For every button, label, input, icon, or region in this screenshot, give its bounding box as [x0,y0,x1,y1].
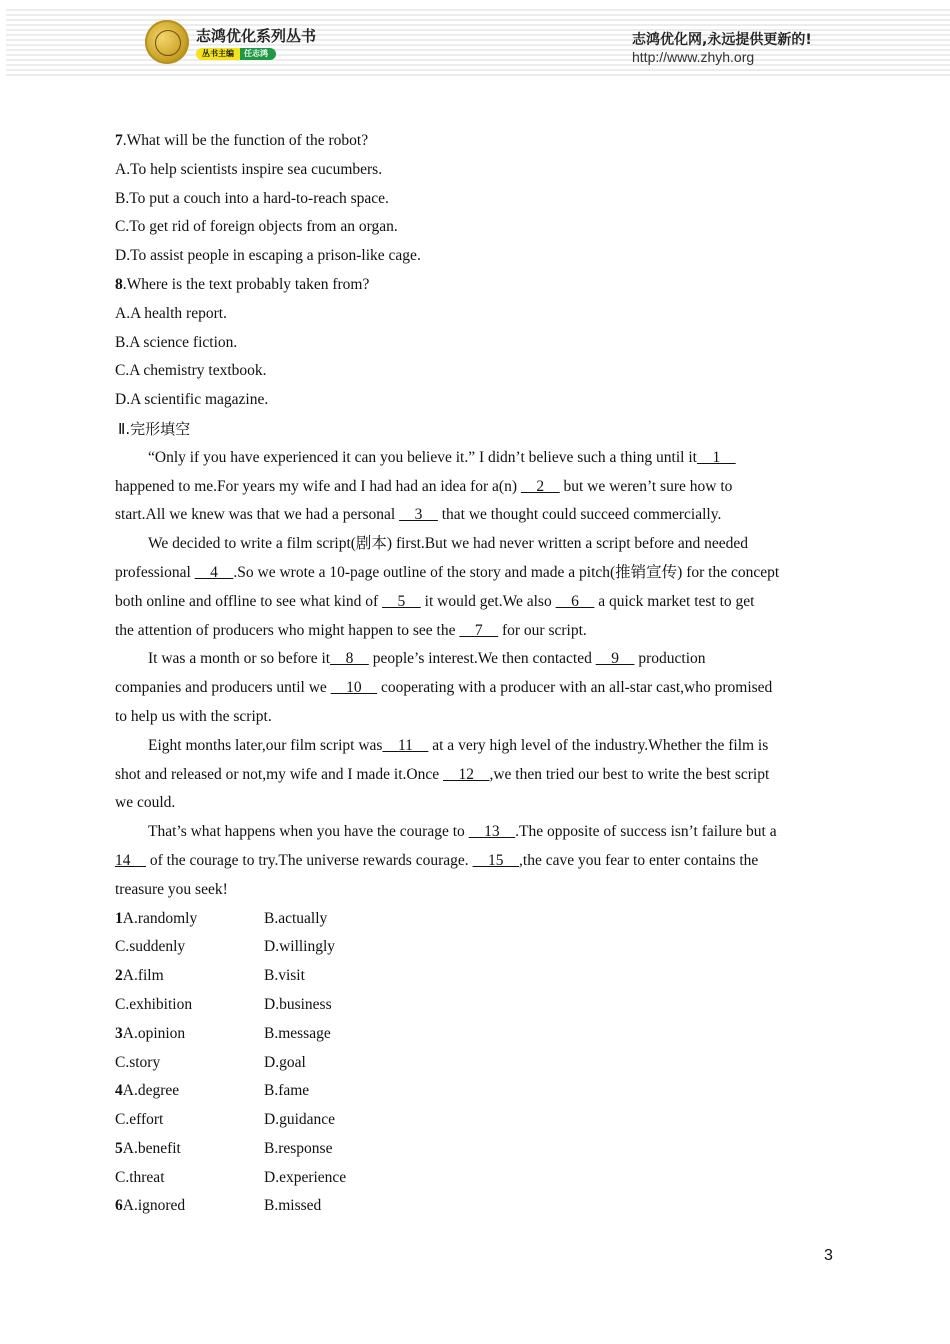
cloze-blank: 14 [115,851,146,869]
passage-text: the attention of producers who might happen to see the [115,621,460,639]
choice-option [115,1106,264,1135]
choice-option: B.fame [264,1082,310,1100]
choice-row [115,1192,835,1221]
cloze-blank: 4 [194,563,234,581]
answer-option: D.A scientific magazine. [115,391,269,409]
choice-text: A.opinion [122,1024,186,1042]
cloze-blank: 6 [555,592,595,610]
answer-option: A.To help scientists inspire sea cucumbers. [115,160,383,178]
passage-line [115,473,835,502]
passage-line [115,588,835,617]
cloze-blank: 13 [468,823,516,841]
choice-option: D.willingly [264,938,336,956]
cloze-blank: 12 [442,765,490,783]
passage-text: for our script. [498,621,587,639]
choice-text: A.film [122,967,164,985]
passage-line [115,444,835,473]
section-title: Ⅱ.完形填空 [118,419,191,438]
question-text: .Where is the text probably taken from? [122,275,370,293]
badge-editor: 任志鸿 [240,48,276,60]
question-number: 7 [115,132,123,149]
choice-row [115,1077,835,1106]
passage-line [115,703,835,732]
header-url[interactable]: http://www.zhyh.org [632,49,755,65]
passage-text: Eight months later,our film script was [148,736,383,754]
question-text: .What will be the function of the robot? [122,132,369,149]
choice-text: A.benefit [122,1139,181,1157]
choice-option [115,1077,264,1106]
passage-line [115,674,835,703]
passage-text: We decided to write a film script(剧本) first.But we had never written a script before and needed [148,535,749,553]
choice-row [115,1049,835,1078]
passage-text: at a very high level of the industry.Whether the film is [428,736,769,754]
passage-text: cooperating with a producer with an all-star cast,who promised [377,679,773,697]
choice-option: D.goal [264,1053,306,1071]
passage-line [115,761,835,790]
cloze-blank: 8 [330,650,369,668]
choice-row [115,1020,835,1049]
passage-text: a quick market test to get [594,592,755,610]
cloze-blank: 3 [399,506,438,524]
cloze-blank: 9 [595,650,635,668]
header-slogan: 志鸿优化网,永远提供更新的! [632,32,812,48]
question-stem [115,271,835,300]
passage-line [115,789,835,818]
choice-option [115,991,264,1020]
choice-number: 6 [115,1197,123,1215]
choice-text: C.suddenly [115,938,186,956]
choice-option [115,1192,264,1221]
choice-option: D.experience [264,1168,347,1186]
passage-text: both online and offline to see what kind of [115,592,383,610]
choice-option: B.missed [264,1197,322,1215]
passage-text: start.All we knew was that we had a personal [115,506,400,524]
cloze-blank: 11 [382,736,429,754]
choice-row [115,991,835,1020]
passage-text: production [634,650,706,668]
choice-option [115,962,264,991]
answer-option: B.A science fiction. [115,333,238,351]
choice-row [115,933,835,962]
cloze-blank: 2 [520,477,560,495]
passage-text: that we thought could succeed commercially. [437,506,722,524]
choice-option: B.message [264,1024,331,1042]
answer-option: B.To put a couch into a hard-to-reach space. [115,189,389,207]
passage-line [115,847,835,876]
passage-text: it would get.We also [420,592,556,610]
cloze-blank: 5 [382,592,421,610]
choice-option [115,1020,264,1049]
passage-text: but we weren’t sure how to [559,477,733,495]
choice-row [115,1164,835,1193]
passage-line [115,530,835,559]
choice-option [115,1135,264,1164]
question-stem [115,127,835,156]
choice-option: B.actually [264,909,328,927]
passage-text: companies and producers until we [115,679,331,697]
passage-text: to help us with the script. [115,707,272,725]
passage-text: .The opposite of success isn’t failure but a [515,823,777,841]
passage-line [115,876,835,905]
passage-line [115,645,835,674]
answer-option: D.To assist people in escaping a prison-like cage. [115,247,421,265]
choice-number: 2 [115,967,123,985]
choice-option: B.visit [264,967,305,985]
passage-text: That’s what happens when you have the courage to [148,823,469,841]
choice-option [115,905,264,934]
choice-option [115,1049,264,1078]
passage-text: “Only if you have experienced it can you believe it.” I didn’t believe such a thing until it [148,448,697,466]
brand-title: 志鸿优化系列丛书 [196,27,317,45]
choice-number: 5 [115,1139,123,1157]
badge-label: 丛书主编 [196,48,240,60]
choice-number: 3 [115,1024,123,1042]
passage-text: treasure you seek! [115,880,228,898]
choice-option: D.guidance [264,1111,336,1129]
choice-number: 4 [115,1082,123,1100]
passage-text: we could. [115,794,176,812]
choice-option: B.response [264,1139,333,1157]
choice-text: C.effort [115,1111,164,1129]
choice-text: C.story [115,1053,161,1071]
choice-row [115,905,835,934]
passage-text: professional [115,563,195,581]
cloze-blank: 10 [330,679,378,697]
choice-row [115,962,835,991]
passage-text: happened to me.For years my wife and I had had an idea for a(n) [115,477,521,495]
answer-option: C.A chemistry textbook. [115,362,267,380]
passage-line [115,617,835,646]
cloze-blank: 1 [696,448,736,466]
logo-seal-icon [145,20,189,64]
choice-number: 1 [115,909,123,927]
answer-option: A.A health report. [115,304,227,322]
passage-line [115,559,835,588]
passage-text: ,the cave you fear to enter contains the [519,851,759,869]
choice-row [115,1135,835,1164]
editor-badge [196,48,276,60]
cloze-blank: 7 [459,621,499,639]
choice-option: D.business [264,995,332,1013]
passage-line [115,732,835,761]
choice-row [115,1106,835,1135]
choice-text: A.randomly [122,909,198,927]
passage-text: of the courage to try.The universe rewards courage. [146,851,473,869]
cloze-blank: 15 [472,851,520,869]
passage-line [115,501,835,530]
answer-option: C.To get rid of foreign objects from an organ. [115,218,398,236]
choice-option [115,1164,264,1193]
page-number: 3 [824,1247,833,1264]
choice-option [115,933,264,962]
question-number: 8 [115,275,123,293]
passage-text: people’s interest.We then contacted [368,650,596,668]
passage-text: .So we wrote a 10-page outline of the story and made a pitch(推销宣传) for the concept [233,563,780,581]
choice-text: C.threat [115,1168,165,1186]
passage-text: ,we then tried our best to write the best script [489,765,770,783]
choice-text: A.ignored [122,1197,186,1215]
passage-text: shot and released or not,my wife and I made it.Once [115,765,443,783]
passage-text: It was a month or so before it [148,650,331,668]
passage-line [115,818,835,847]
document-body [115,127,835,1221]
choice-text: A.degree [122,1082,180,1100]
choice-text: C.exhibition [115,995,193,1013]
